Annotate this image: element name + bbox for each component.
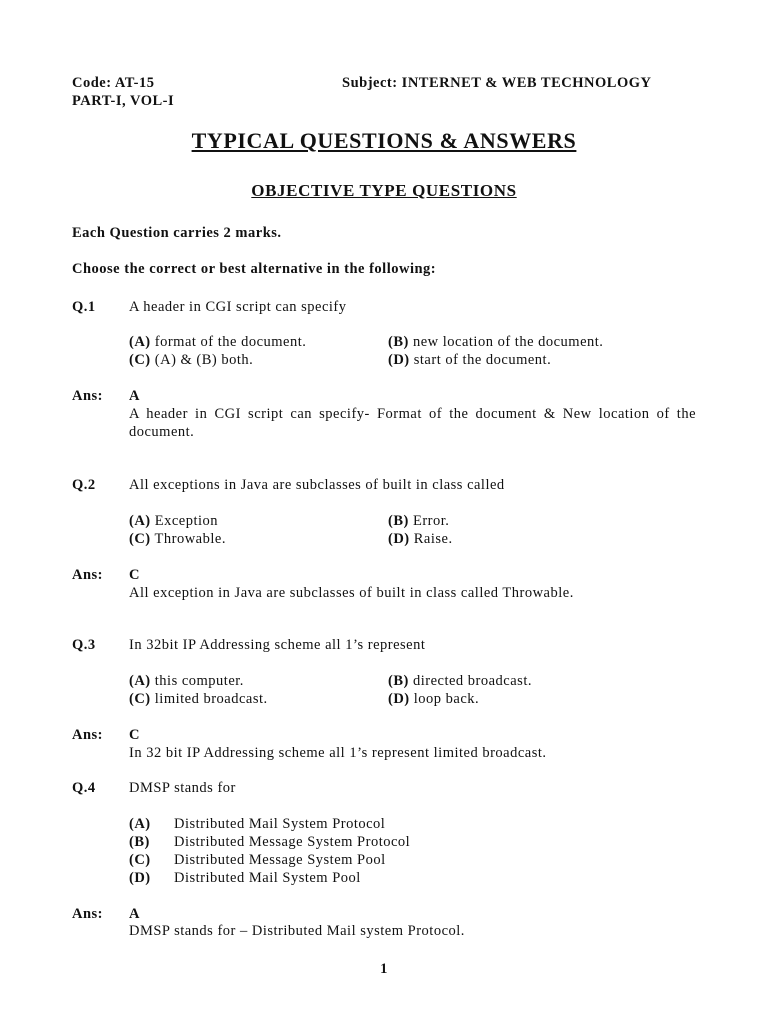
answer-label: Ans: — [72, 567, 104, 583]
document-code: Code: AT-15 — [72, 75, 155, 91]
question-text: In 32bit IP Addressing scheme all 1’s represent — [129, 637, 426, 653]
document-part: PART-I, VOL-I — [72, 93, 175, 109]
answer-key: A — [129, 388, 140, 404]
option-c: (C) (A) & (B) both. — [129, 352, 254, 368]
marks-instruction: Each Question carries 2 marks. — [72, 225, 282, 241]
page-title: TYPICAL QUESTIONS & ANSWERS — [191, 128, 577, 153]
option-a: (A) Exception — [129, 513, 219, 529]
option-b: (B) directed broadcast. — [388, 673, 532, 689]
section-subtitle: OBJECTIVE TYPE QUESTIONS — [251, 181, 517, 200]
choose-instruction: Choose the correct or best alternative in the following: — [72, 261, 437, 277]
document-subject: Subject: INTERNET & WEB TECHNOLOGY — [342, 75, 652, 91]
option-a-key: (A) — [129, 816, 151, 832]
answer-explanation: In 32 bit IP Addressing scheme all 1’s represent limited broadcast. — [129, 745, 547, 761]
option-c: (C) Throwable. — [129, 531, 226, 547]
option-a: (A) this computer. — [129, 673, 244, 689]
answer-key: C — [129, 567, 140, 583]
option-d-key: (D) — [129, 870, 151, 886]
answer-explanation: All exception in Java are subclasses of built in class called Throwable. — [129, 585, 574, 601]
option-c: (C) limited broadcast. — [129, 691, 268, 707]
option-a: (A) format of the document. — [129, 334, 307, 350]
option-d: (D) start of the document. — [388, 352, 552, 368]
question-label: Q.4 — [72, 780, 96, 796]
question-text: All exceptions in Java are subclasses of built in class called — [129, 477, 505, 493]
question-text: DMSP stands for — [129, 780, 236, 796]
option-d-text: Distributed Mail System Pool — [174, 870, 361, 886]
option-b-key: (B) — [129, 834, 150, 850]
question-label: Q.1 — [72, 299, 96, 315]
question-text: A header in CGI script can specify — [129, 299, 347, 315]
answer-key: C — [129, 727, 140, 743]
option-b-text: Distributed Message System Protocol — [174, 834, 411, 850]
answer-label: Ans: — [72, 906, 104, 922]
option-c-key: (C) — [129, 852, 151, 868]
answer-key: A — [129, 906, 140, 922]
answer-explanation: DMSP stands for – Distributed Mail system Protocol. — [129, 923, 465, 939]
question-label: Q.3 — [72, 637, 96, 653]
option-d: (D) loop back. — [388, 691, 480, 707]
question-label: Q.2 — [72, 477, 96, 493]
option-a-text: Distributed Mail System Protocol — [174, 816, 386, 832]
option-b: (B) Error. — [388, 513, 450, 529]
answer-explanation: A header in CGI script can specify- Format of the document & New location of the document. — [129, 406, 696, 440]
answer-label: Ans: — [72, 388, 104, 404]
option-b: (B) new location of the document. — [388, 334, 604, 350]
page-number: 1 — [380, 961, 388, 977]
option-c-text: Distributed Message System Pool — [174, 852, 386, 868]
option-d: (D) Raise. — [388, 531, 453, 547]
answer-label: Ans: — [72, 727, 104, 743]
